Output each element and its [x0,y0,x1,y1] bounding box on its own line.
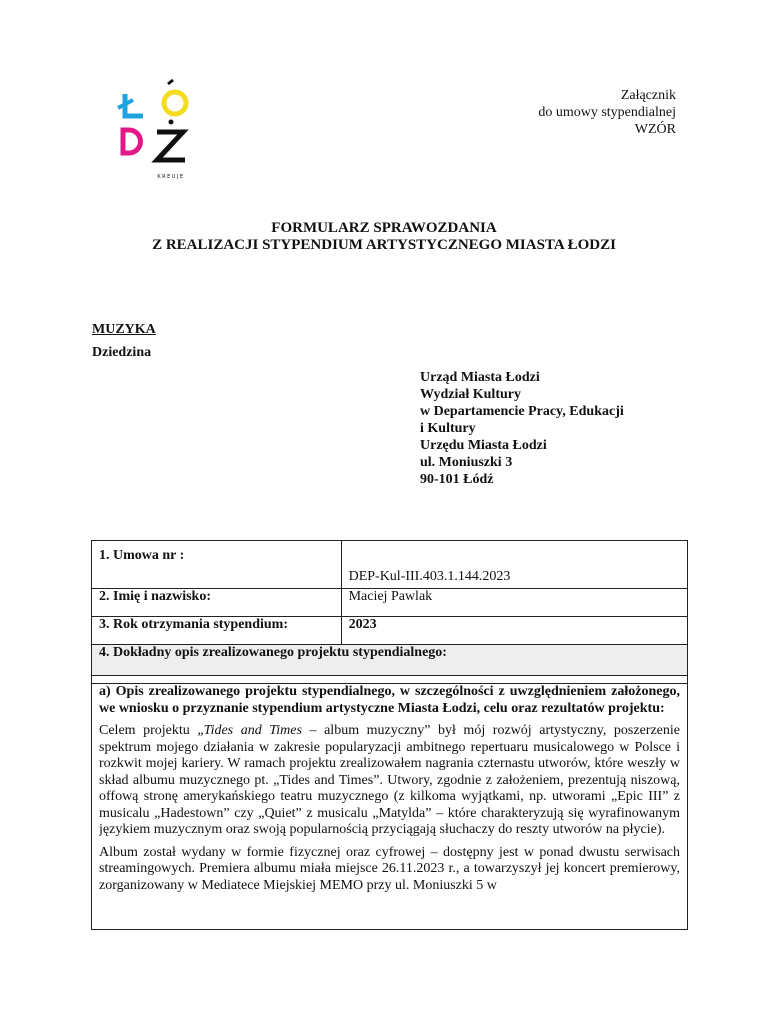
attachment-line: Załącznik [620,88,676,103]
field-label: Dziedzina [92,345,152,360]
document-title [0,220,768,254]
table-row [92,684,688,930]
table-row [92,541,688,589]
report-form-table [91,540,688,930]
paragraph-1-rest: – album muzyczny” był mój rozwój artystyczny, poszerzenie spektrum mojego działania w zakresie popularyzacji ambitnego repertuaru musicalowego w Polsce i rozkwit mojej kariery. W ramach projektu zrealizowałem nagrania czternastu utworów, które weszły w skład albumu muzycznego pt. „Tides and Times”. Utwory, zgodnie z założeniem, prezentują niszową, offową stronę amerykańskiego teatru muzycznego (z kilkoma wyjątkami, np. utworami „Epic III” z musicalu „Hadestown” czy „Quiet” z musicalu „Matylda” – które charakteryzują się wyrafinowanym językiem muzycznym oraz swoją popularnością przyciągają słuchaczy do reszty utworów na płycie). [99,723,680,837]
address-line: Urząd Miasta Łodzi [420,370,540,385]
lodz-logo [113,78,193,183]
spacer-cell [92,676,688,684]
address-line: i Kultury [420,421,476,436]
recipient-address [420,369,624,488]
address-line: Urzędu Miasta Łodzi [420,438,547,453]
attachment-line: WZÓR [634,122,676,137]
lodz-logo-graphic [113,78,193,183]
table-row [92,589,688,617]
question-a: a) Opis zrealizowanego projektu stypendialnego, w szczególności z uwzględnieniem założonego, we wniosku o przyznanie stypendium artystyczne Miasta Łodzi, celu oraz rezultatów projektu: [99,684,680,716]
title-line-1: FORMULARZ SPRAWOZDANIA [271,220,497,236]
table-row [92,645,688,676]
album-title: Tides and Times [203,723,302,738]
description-paragraph-1 [99,723,680,839]
field-value: MUZYKA [92,322,156,337]
table-spacer-row [92,676,688,684]
project-description [99,684,680,929]
section-4-heading: 4. Dokładny opis zrealizowanego projektu stypendialnego: [92,645,688,676]
logo-tagline: KREUJE [157,174,185,180]
address-line: ul. Moniuszki 3 [420,455,513,470]
contract-number-value: DEP-Kul-III.403.1.144.2023 [341,541,687,589]
address-line: 90-101 Łódź [420,472,494,487]
project-description-cell [92,684,688,930]
contract-number-label: 1. Umowa nr : [92,541,342,589]
address-line: Wydział Kultury [420,387,521,402]
paragraph-1-start: Celem projektu „ [99,723,204,738]
attachment-line: do umowy stypendialnej [538,105,676,120]
year-label: 3. Rok otrzymania stypendium: [92,617,342,645]
table-row [92,617,688,645]
address-line: w Departamencie Pracy, Edukacji [420,404,624,419]
name-label: 2. Imię i nazwisko: [92,589,342,617]
name-value: Maciej Pawlak [341,589,687,617]
title-line-2: Z REALIZACJI STYPENDIUM ARTYSTYCZNEGO MIASTA ŁODZI [152,237,616,253]
description-paragraph-2: Album został wydany w formie fizycznej oraz cyfrowej – dostępny jest w ponad dwustu serwisach streamingowych. Premiera albumu miała miejsce 26.11.2023 r., a towarzyszył jej koncert premierowy, zorganizowany w Mediatece Miejskiej MEMO przy ul. Moniuszki 5 w [99,844,680,893]
year-value: 2023 [341,617,687,645]
attachment-notice [538,87,676,138]
